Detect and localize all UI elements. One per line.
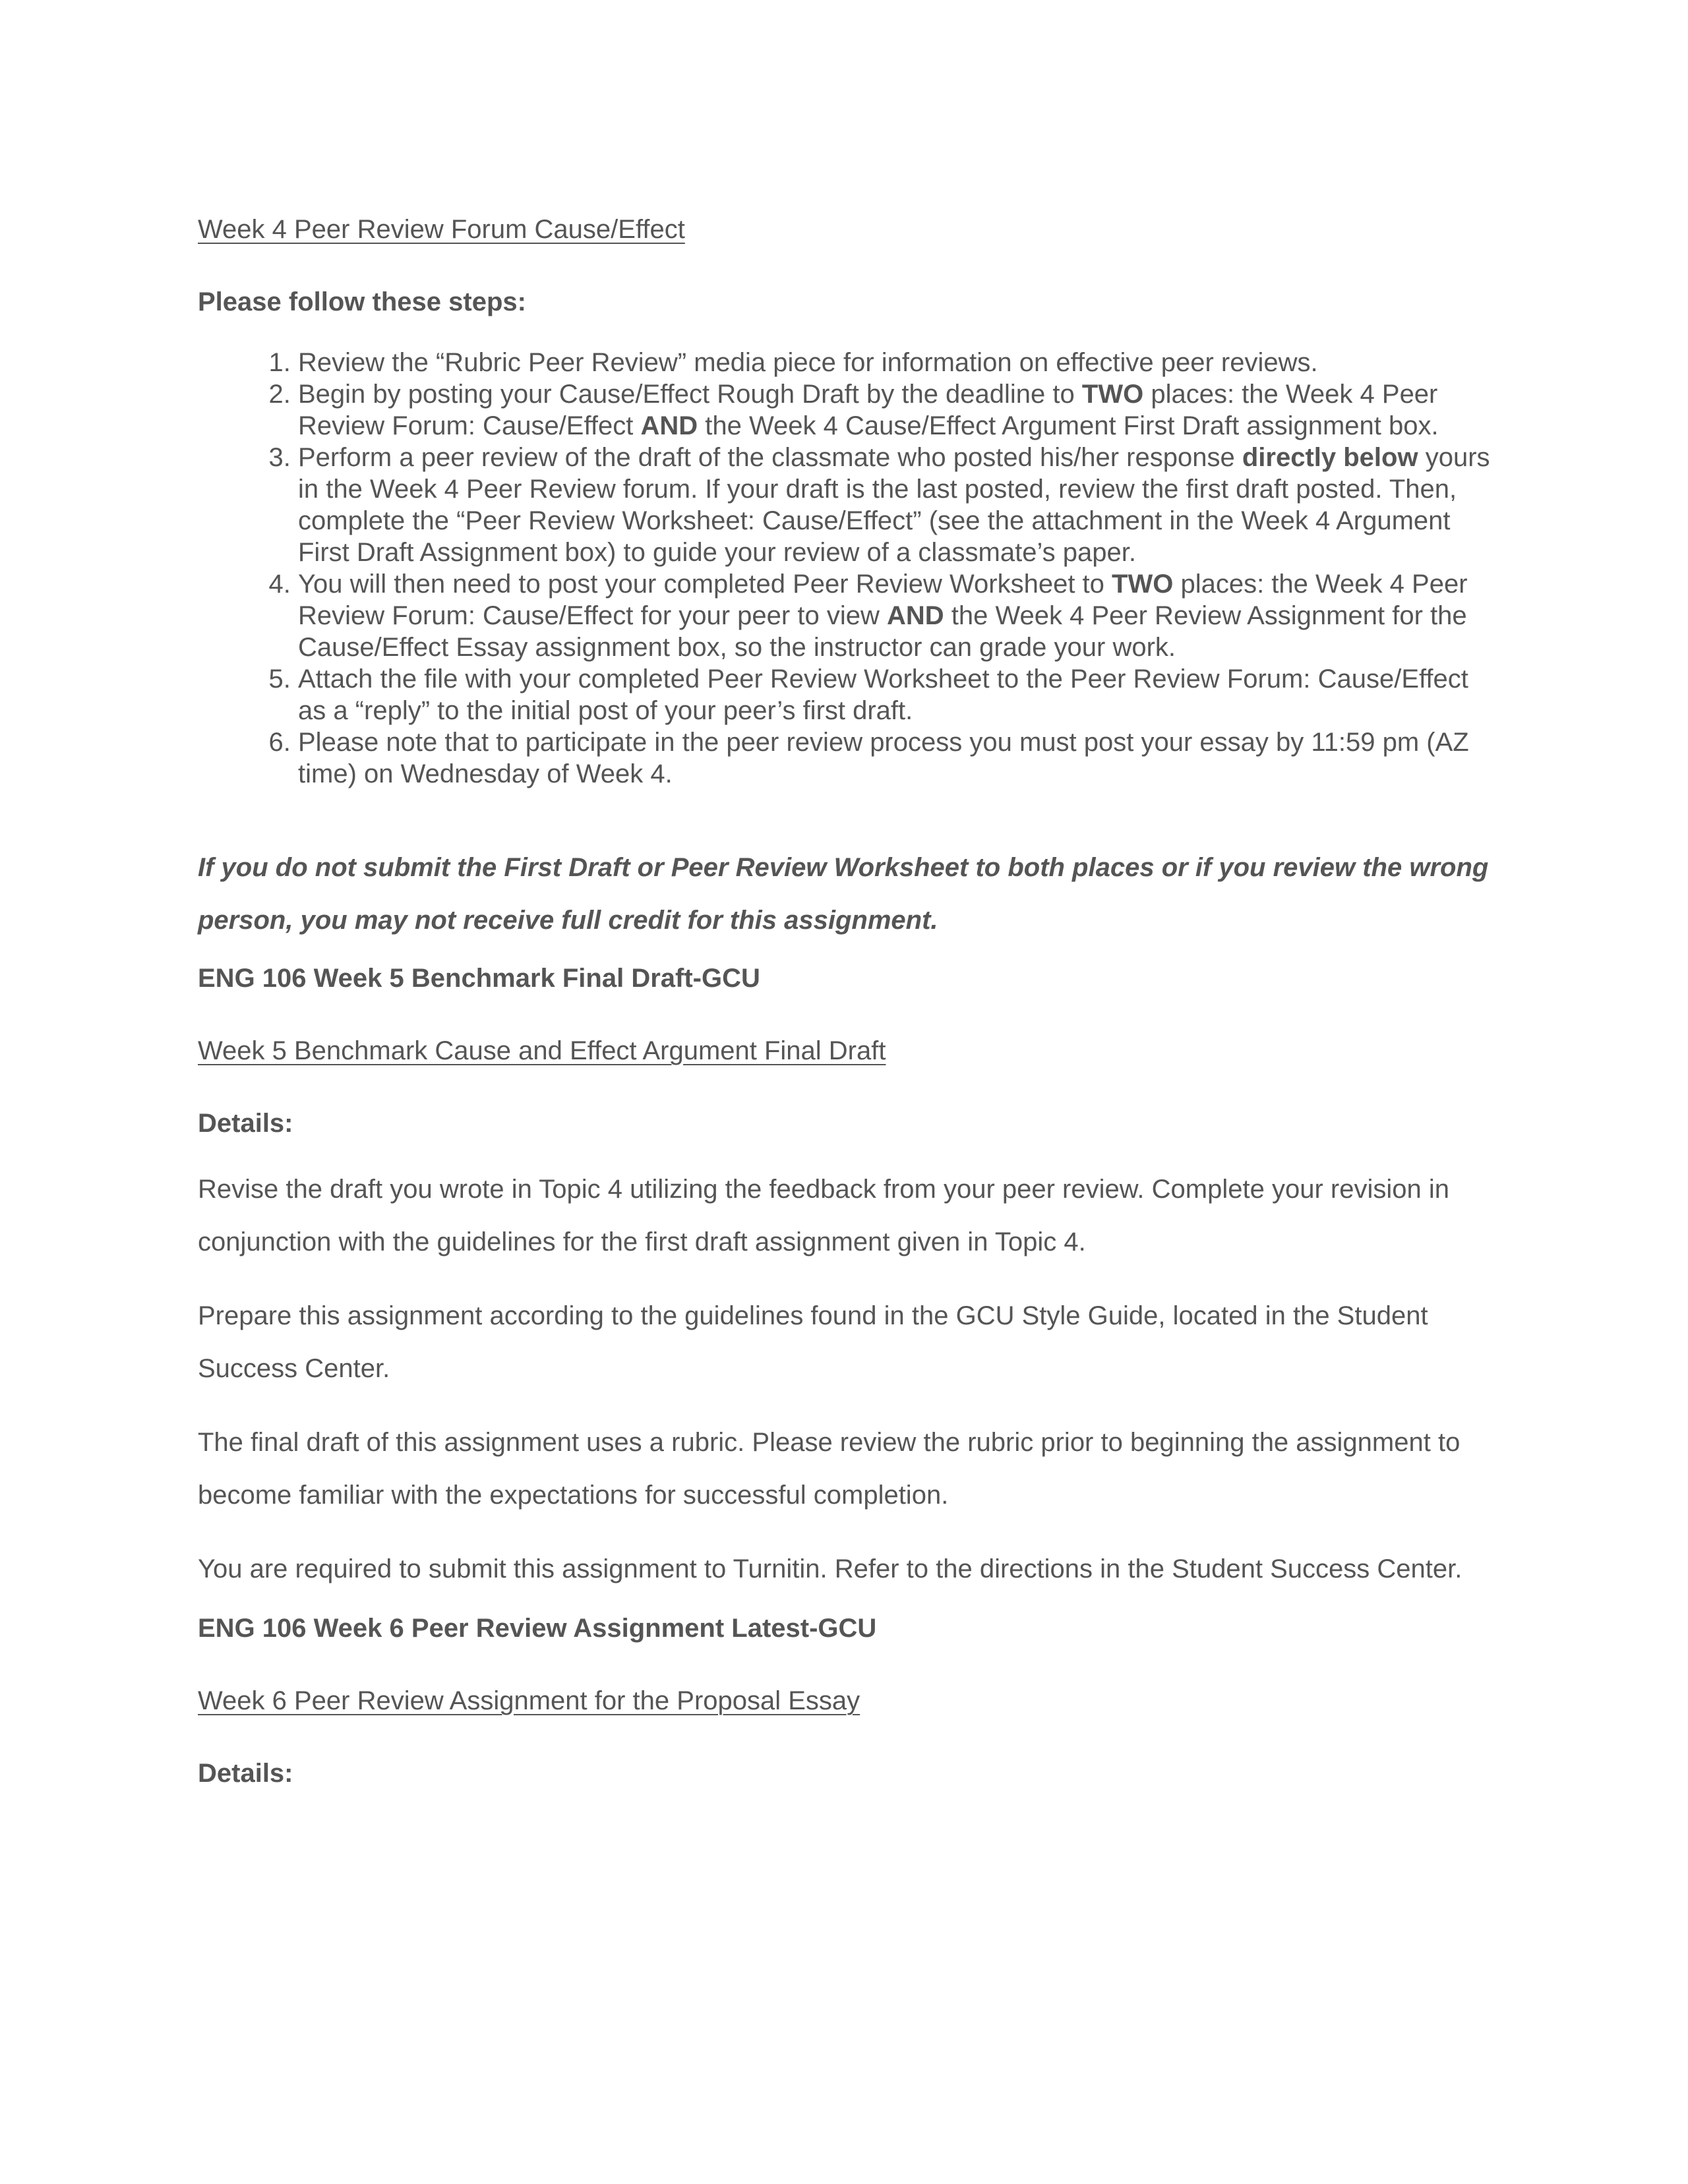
step-3: 3. Perform a peer review of the draft of the classmate who posted his/her response directly below yours in the Week 4 Peer Review forum. If your draft is the last posted, review the first draft posted. Then, complete the “Peer Review Worksheet: Cause/Effect” (see the attachment in the Week 4 Argument First Draft Assignment box) to guide your review of a classmate’s paper. xyxy=(298,442,1490,568)
emphasis-directly-below: directly below xyxy=(1242,443,1418,472)
step-2: 2. Begin by posting your Cause/Effect Rough Draft by the deadline to TWO places: the Week 4 Peer Review Forum: Cause/Effect AND the Week 4 Cause/Effect Argument First Draft assignment box. xyxy=(298,378,1490,442)
step-1: 1. Review the “Rubric Peer Review” media piece for information on effective peer reviews. xyxy=(298,347,1490,378)
week5-details-label: Details: xyxy=(198,1109,293,1138)
week6-heading: ENG 106 Week 6 Peer Review Assignment Latest-GCU xyxy=(198,1614,877,1643)
step-5: 5. Attach the file with your completed Peer Review Worksheet to the Peer Review Forum: Cause/Effect as a “reply” to the initial post of your peer’s first draft. xyxy=(298,663,1490,726)
document-page xyxy=(198,211,1490,1792)
step-6: 6. Please note that to participate in the peer review process you must post your essay by 11:59 pm (AZ time) on Wednesday of Week 4. xyxy=(298,726,1490,790)
week6-title-link[interactable]: Week 6 Peer Review Assignment for the Proposal Essay xyxy=(198,1686,860,1715)
week5-paragraph-3: The final draft of this assignment uses a rubric. Please review the rubric prior to beginning the assignment to become familiar with the expectations for successful completion. xyxy=(198,1428,1461,1510)
credit-warning: If you do not submit the First Draft or Peer Review Worksheet to both places or if you review the wrong person, you may not receive full credit for this assignment. xyxy=(198,853,1489,935)
steps-heading: Please follow these steps: xyxy=(198,287,526,316)
week5-paragraph-1: Revise the draft you wrote in Topic 4 utilizing the feedback from your peer review. Complete your revision in conjunction with the guidelines for the first draft assignment given in Topic 4. xyxy=(198,1175,1449,1256)
steps-list xyxy=(198,347,1490,790)
week5-title-link[interactable]: Week 5 Benchmark Cause and Effect Argument Final Draft xyxy=(198,1036,886,1065)
week5-heading: ENG 106 Week 5 Benchmark Final Draft-GCU xyxy=(198,964,760,993)
week5-paragraph-2: Prepare this assignment according to the guidelines found in the GCU Style Guide, located in the Student Success Center. xyxy=(198,1301,1428,1383)
emphasis-two: TWO xyxy=(1112,570,1174,599)
emphasis-two: TWO xyxy=(1081,380,1144,409)
emphasis-and: AND xyxy=(886,601,944,630)
week6-details-label: Details: xyxy=(198,1759,293,1788)
week4-title-link[interactable]: Week 4 Peer Review Forum Cause/Effect xyxy=(198,215,685,244)
emphasis-and: AND xyxy=(640,411,698,440)
step-4: 4. You will then need to post your completed Peer Review Worksheet to TWO places: the Week 4 Peer Review Forum: Cause/Effect for your peer to view AND the Week 4 Peer Review Assignment for the Cause/Effect Essay assignment box, so the instructor can grade your work. xyxy=(298,568,1490,663)
week5-paragraph-4: You are required to submit this assignment to Turnitin. Refer to the directions in the Student Success Center. xyxy=(198,1554,1462,1583)
